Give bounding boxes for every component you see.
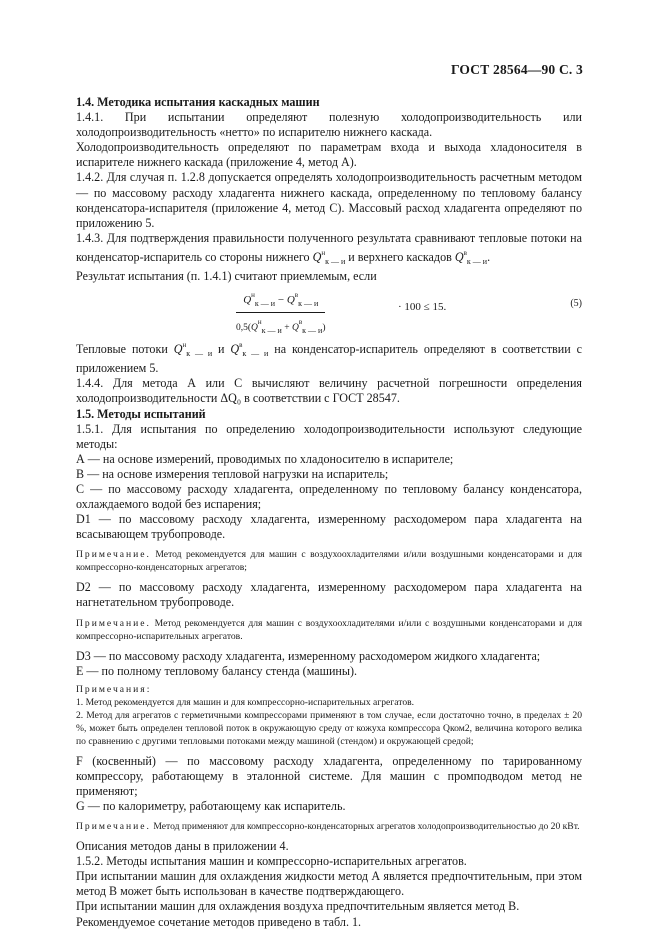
q-upper-symbol: Q: [454, 249, 464, 264]
paragraph-1-4-1: 1.4.1. При испытании определяют полезную холодопроизводительность или холодопроизводительность «нетто» по испарителю нижнего каскада.: [76, 110, 582, 140]
note-d1: Примечание. Метод рекомендуется для машин с воздухоохладителями и/или воздушными конденсаторами и для компрессорно-конденсаторных агрегатов;: [76, 549, 582, 574]
formula-numerator: $Q^н_{к — и} - Q^в_{к — и}$: [236, 288, 325, 313]
methods-description: Описания методов даны в приложении 4.: [76, 839, 289, 854]
text-1-4-3-a: 1.4.3. Для подтверждения правильности полученного результата сравнивают тепловые потоки на конденсатор-испаритель со стороны нижнего: [76, 230, 582, 264]
paragraph-1-5-2: 1.5.2. Методы испытания машин и компрессорно-испарительных агрегатов.: [76, 854, 467, 869]
paragraph-1-5-2-a: При испытании машин для охлаждения жидкости метод А является предпочтительным, при этом метод В может быть использован в качестве подтверждающего.: [76, 869, 582, 899]
paragraph-1-5-2-b: При испытании машин для охлаждения воздуха предпочтительным является метод В.: [76, 899, 520, 914]
note-item-1: 1. Метод рекомендуется для машин и для компрессорно-испарительных агрегатов.: [76, 696, 415, 708]
notes-label: Примечания:: [76, 683, 152, 695]
flows-paragraph: Тепловые потоки $Q^н_{к — и}$ и $Q^в_{к — и}$ на конденсатор-испаритель определяют в соответствии с приложением 5.: [76, 341, 582, 376]
method-d3: D3 — по массовому расходу хладагента, измеренному расходомером жидкого хладагента;: [76, 648, 541, 663]
paragraph-1-4-3: 1.4.3. Для подтверждения правильности полученного результата сравнивают тепловые потоки на конденсатор-испаритель со стороны нижнего $Q^н_{к — и}$ и верхнего каскадов $Q^в_{к — и}$.: [76, 230, 582, 266]
paragraph-1-4-1-b: Холодопроизводительность определяют по параметрам входа и выхода хладоносителя в испарителе нижнего каскада (приложение 4, метод А).: [76, 140, 582, 170]
q-lower-symbol: Q: [312, 249, 322, 264]
method-c: С — по массовому расходу хладагента, определенному по тепловому балансу конденсатора, охлаждаемого водой без испарения;: [76, 481, 582, 512]
section-1-5-heading: 1.5. Методы испытаний: [76, 406, 206, 421]
paragraph-1-5-1: 1.5.1. Для испытания по определению холодопроизводительности используют следующие методы:: [76, 421, 582, 451]
formula-fraction: [236, 288, 325, 338]
formula-denominator: $0,5(Q^н_{к — и} + Q^в_{к — и})$: [236, 318, 326, 336]
method-a: А — на основе измерений, проводимых по хладоносителю в испарителе;: [76, 451, 454, 466]
text-1-4-3-b: и верхнего каскадов: [345, 249, 455, 264]
method-d2: D2 — по массовому расходу хладагента, измеренному расходомером пара хладагента на нагнетательном трубопроводе.: [76, 580, 582, 610]
paragraph-1-4-4: 1.4.4. Для метода А или С вычисляют величину расчетной погрешности определения холодопроизводительности ΔQ₀ в соответствии с ГОСТ 28547.: [76, 376, 582, 406]
section-1-4-heading: 1.4. Методика испытания каскадных машин: [76, 95, 320, 109]
note-item-2: 2. Метод для агрегатов с герметичными компрессорами применяют в том случае, если достаточно точно, в пределах ± 20 %, может быть определен тепловой поток в окружающую среду от кожуха компрессора Qком2, величина которого велика по сравнению с другими тепловыми потоками между машиной (стендом) и окружающей средой;: [76, 709, 582, 747]
formula-tail: · 100 ≤ 15.: [398, 301, 447, 314]
note-g: Примечание. Метод применяют для компрессорно-конденсаторных агрегатов холодопроизводительностью до 20 кВт.: [76, 821, 580, 833]
notes-d3-e: [76, 683, 582, 748]
paragraph-1-4-2: 1.4.2. Для случая п. 1.2.8 допускается определять холодопроизводительность расчетным методом — по массовому расходу хладагента нижнего каскада, определенному по тепловому балансу конденсатора-испарителя (приложение 4, метод С). Массовый расход хладагента определяют по приложению 5.: [76, 170, 582, 230]
method-d1: D1 — по массовому расходу хладагента, измеренному расходомером пара хладагента на всасывающем трубопроводе.: [76, 512, 582, 542]
paragraph-1-5-2-c: Рекомендуемое сочетание методов приведено в табл. 1.: [76, 914, 362, 929]
method-f: F (косвенный) — по массовому расходу хладагента, определенному по тарированному компрессору, работающему в эталонной системе. Для машин с промподводом метод не применяют;: [76, 753, 582, 798]
result-sentence: Результат испытания (п. 1.4.1) считают приемлемым, если: [76, 269, 377, 284]
equation-number: (5): [570, 298, 582, 310]
method-b: В — на основе измерения тепловой нагрузки на испаритель;: [76, 466, 389, 481]
method-g: G — по калориметру, работающему как испаритель.: [76, 799, 346, 813]
page-header: ГОСТ 28564—90 С. 3: [450, 62, 583, 77]
method-e: Е — по полному тепловому балансу стенда (машины).: [76, 663, 358, 678]
page-body: [76, 95, 582, 930]
formula-5: [76, 286, 582, 334]
note-d2: Примечание. Метод рекомендуется для машин с воздухоохладителями и/или с воздушными конденсаторами и для компрессорно-испарительных агрегатов.: [76, 617, 582, 642]
